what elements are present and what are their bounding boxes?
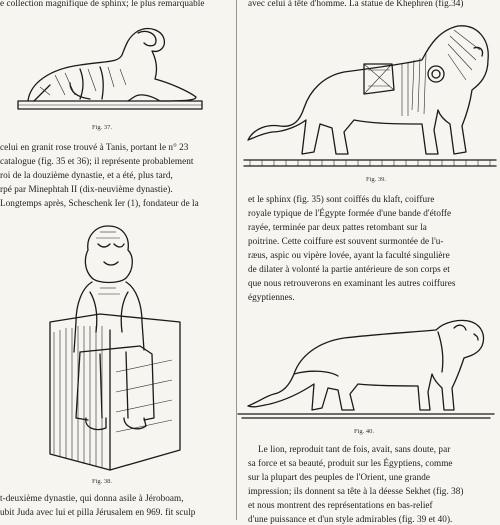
left-bottom-line-2: ubit Juda avec lui et pilla Jérusalem en 969. fit sculp: [0, 507, 196, 517]
column-divider: [236, 0, 237, 520]
fig40-walking-lioness-illustration: [238, 314, 494, 422]
right-para-line-8: égyptiennes.: [248, 292, 295, 302]
right-para2-line-2: sa force et sa beauté, produit sur les Égyptiens, comme: [248, 458, 453, 468]
right-para-line-6: de dilater à volonté la partie antérieure de son corps et: [248, 264, 450, 274]
left-bottom-line-1: t-deuxième dynastie, qui donna asile à Jéroboam,: [0, 493, 184, 503]
right-para-line-4: poitrine. Cette coiffure est souvent surmontée de l'u-: [248, 236, 444, 246]
fig40-caption: Fig. 40.: [354, 428, 375, 435]
fig37-caption: Fig. 37.: [92, 124, 113, 131]
right-para2-line-6: d'une puissance et d'un style admirables (fig. 39 et 40).: [248, 514, 453, 524]
left-para-line-3: roi de la douzième dynastie, et a été, plus tard,: [0, 170, 173, 180]
fig37-ram-sphinx-illustration: [10, 25, 210, 120]
right-para-line-2: royale typique de l'Égypte formée d'une bande d'étoffe: [248, 208, 452, 218]
right-para2-line-4: impression; ils donnent sa tête à la déesse Sekhet (fig. 38): [248, 486, 464, 496]
left-para-line-4: rpé par Minephtah II (dix-neuvième dynastie).: [0, 184, 173, 194]
right-para-line-5: ræus, aspic ou vipère lovée, ayant la faculté singulière: [248, 250, 450, 260]
right-para2-line-1: Le lion, reproduit tant de fois, avait, sans doute, par: [258, 444, 451, 454]
right-para-line-1: et le sphinx (fig. 35) sont coiffés du klaft, coiffure: [248, 194, 435, 204]
fig39-caption: Fig. 39.: [366, 176, 387, 183]
right-para-line-3: rayée, terminée par deux pattes retombant sur la: [248, 222, 427, 232]
left-para-line-5: Longtemps après, Scheschenk Ier (1), fondateur de la: [0, 198, 199, 208]
fig38-caption: Fig. 38.: [92, 478, 113, 485]
right-top-line: avec celui à tête d'homme. La statue de Khephren (fig.34): [248, 0, 464, 8]
left-para-line-1: celui en granit rose trouvé à Tanis, portant le n° 23: [0, 142, 189, 152]
right-para2-line-3: sur la plupart des peuples de l'Orient, une grande: [248, 472, 430, 482]
left-para-line-2: catalogue (fig. 35 et 36); il représente probablement: [0, 156, 194, 166]
right-para-line-7: que nous retrouverons en examinant les autres coiffures: [248, 278, 456, 288]
right-para2-line-5: et nous montrent des représentations en bas-relief: [248, 500, 433, 510]
fig39-walking-lion-illustration: [244, 20, 496, 168]
left-top-line: e collection magnifique de sphinx; le plus remarquable: [0, 0, 205, 8]
fig38-seated-statue-illustration: [40, 222, 190, 474]
